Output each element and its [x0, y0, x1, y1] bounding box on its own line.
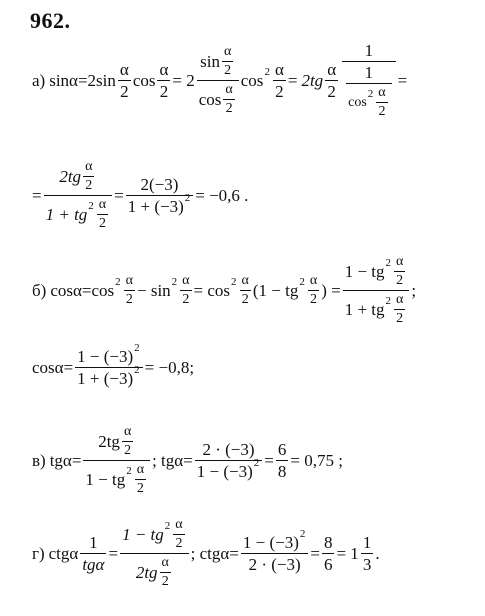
- fraction-numeric-b: 1 − (−3) 2 1 + (−3) 2: [75, 348, 143, 387]
- part-d-label: г): [32, 544, 45, 563]
- fraction-2tg-over-1-plus-tg2: 2tg $\frac{\alpha}{2}$ 1 + tg 2 $\frac{\alpha}{2}$: [44, 160, 113, 231]
- fraction-1-minus-tg2-over-1-plus-tg2: 1 − tg 2 $\frac{\alpha}{2}$ 1 + tg 2 $\frac{\alpha}{2}$: [343, 255, 410, 326]
- fraction-one-over-one-over-cos2: 1 1 cos 2 $\frac{\alpha}{2}$: [342, 42, 396, 119]
- part-a-line-2: = 2tg $\frac{\alpha}{2}$ 1 + tg 2 $\frac{\alpha}{2}$ = 2(−3) 1 + (−3) 2 = −0,6 .: [32, 159, 249, 231]
- fraction-numeric-a: 2(−3) 1 + (−3) 2: [126, 176, 194, 215]
- part-b-result: = −0,8;: [144, 358, 195, 377]
- fraction-alpha-over-2: $\frac{\alpha}{2}$: [125, 273, 133, 307]
- fraction-alpha-over-2: $\frac{\alpha}{2}$: [123, 424, 132, 458]
- part-d-line: г) ctgα $\frac{1}{\text{tgα}}$ = 1 − tg 2 $\frac{\alpha}{2}$ 2tg $\frac{\alpha}{2}$ ; ctgα= 1 − (−3) 2 2 · (−3) = $\frac{8}{6}$ = 1 $\frac{1}{3}$ .: [32, 517, 380, 589]
- fraction-numeric-d: 1 − (−3) 2 2 · (−3): [241, 534, 309, 573]
- fraction-alpha-over-2: $\frac{\alpha}{2}$: [98, 197, 107, 231]
- part-b-line-2: cosα= 1 − (−3) 2 1 + (−3) 2 = −0,8;: [32, 342, 195, 388]
- fraction-alpha-over-2: $\frac{\alpha}{2}$: [396, 254, 404, 288]
- fraction-alpha-over-2: $\frac{\alpha}{2}$: [225, 82, 233, 116]
- fraction-2tg-over-1-minus-tg2: 2tg $\frac{\alpha}{2}$ 1 − tg 2 $\frac{\alpha}{2}$: [83, 425, 150, 496]
- fraction-1-over-3: $\frac{1}{3}$: [362, 533, 372, 574]
- part-a-term-sin: sinα=2sin: [49, 71, 116, 90]
- part-b-line-1: б) cosα=cos 2 $\frac{\alpha}{2}$ − sin 2 $\frac{\alpha}{2}$ = cos 2 $\frac{\alpha}{2}$ (1 − tg 2 $\frac{\alpha}{2}$ ) = 1 − tg 2 $\frac{\alpha}{2}$ 1 + tg 2 $\frac{\alpha}{2}$ ;: [32, 254, 417, 326]
- fraction-1-over-tg: $\frac{1}{\text{tgα}}$: [82, 533, 105, 574]
- fraction-alpha-over-2: $\frac{\alpha}{2}$: [175, 517, 183, 551]
- part-a-result: = −0,6 .: [195, 186, 249, 205]
- fraction-8-over-6: $\frac{8}{6}$: [323, 533, 333, 574]
- fraction-alpha-over-2: $\frac{\alpha}{2}$: [274, 60, 284, 101]
- part-a-eq-2: = 2: [172, 71, 195, 90]
- fraction-one-over-cos2: 1 cos 2 $\frac{\alpha}{2}$: [346, 64, 392, 119]
- fraction-alpha-over-2: $\frac{\alpha}{2}$: [396, 292, 404, 326]
- fraction-alpha-over-2: $\frac{\alpha}{2}$: [224, 44, 232, 78]
- fraction-alpha-over-2: $\frac{\alpha}{2}$: [378, 85, 386, 119]
- part-b-label: б): [32, 281, 47, 300]
- fraction-alpha-over-2: $\frac{\alpha}{2}$: [136, 462, 145, 496]
- part-c-result: = 0,75 ;: [290, 451, 343, 470]
- part-c-line: в) tgα= 2tg $\frac{\alpha}{2}$ 1 − tg 2 $\frac{\alpha}{2}$ ; tgα= 2 · (−3) 1 − (−3) 2 = $\frac{6}{8}$ = 0,75 ;: [32, 424, 343, 496]
- part-a-line-1: а) sinα=2sin $\frac{\alpha}{2}$ cos $\frac{\alpha}{2}$ = 2 sin $\frac{\alpha}{2}$ cos $\frac{\alpha}{2}$ cos 2 $\frac{\alpha}{2}$ = 2tg $\frac{\alpha}{2}$ 1 1 cos 2 $\frac{\alpha}{2}$ =: [32, 41, 408, 119]
- fraction-alpha-over-2: $\frac{\alpha}{2}$: [85, 159, 93, 193]
- fraction-alpha-over-2: $\frac{\alpha}{2}$: [182, 273, 190, 307]
- fraction-alpha-over-2: $\frac{\alpha}{2}$: [309, 273, 318, 307]
- fraction-alpha-over-2: $\frac{\alpha}{2}$: [241, 273, 249, 307]
- part-c-label: в): [32, 451, 46, 470]
- fraction-6-over-8: $\frac{6}{8}$: [277, 440, 287, 481]
- fraction-alpha-over-2: $\frac{\alpha}{2}$: [119, 60, 129, 101]
- fraction-1-minus-tg2-over-2tg: 1 − tg 2 $\frac{\alpha}{2}$ 2tg $\frac{\alpha}{2}$: [120, 518, 189, 589]
- fraction-alpha-over-2: $\frac{\alpha}{2}$: [159, 60, 169, 101]
- fraction-sin-over-cos: sin $\frac{\alpha}{2}$ cos $\frac{\alpha}{2}$: [197, 45, 239, 116]
- fraction-numeric-c: 2 · (−3) 1 − (−3) 2: [195, 441, 263, 480]
- problem-number: 962.: [30, 8, 71, 33]
- fraction-alpha-over-2: $\frac{\alpha}{2}$: [327, 60, 337, 101]
- part-a-term-cos: cos: [132, 71, 156, 90]
- fraction-alpha-over-2: $\frac{\alpha}{2}$: [161, 555, 169, 589]
- part-a-label: а): [32, 71, 46, 90]
